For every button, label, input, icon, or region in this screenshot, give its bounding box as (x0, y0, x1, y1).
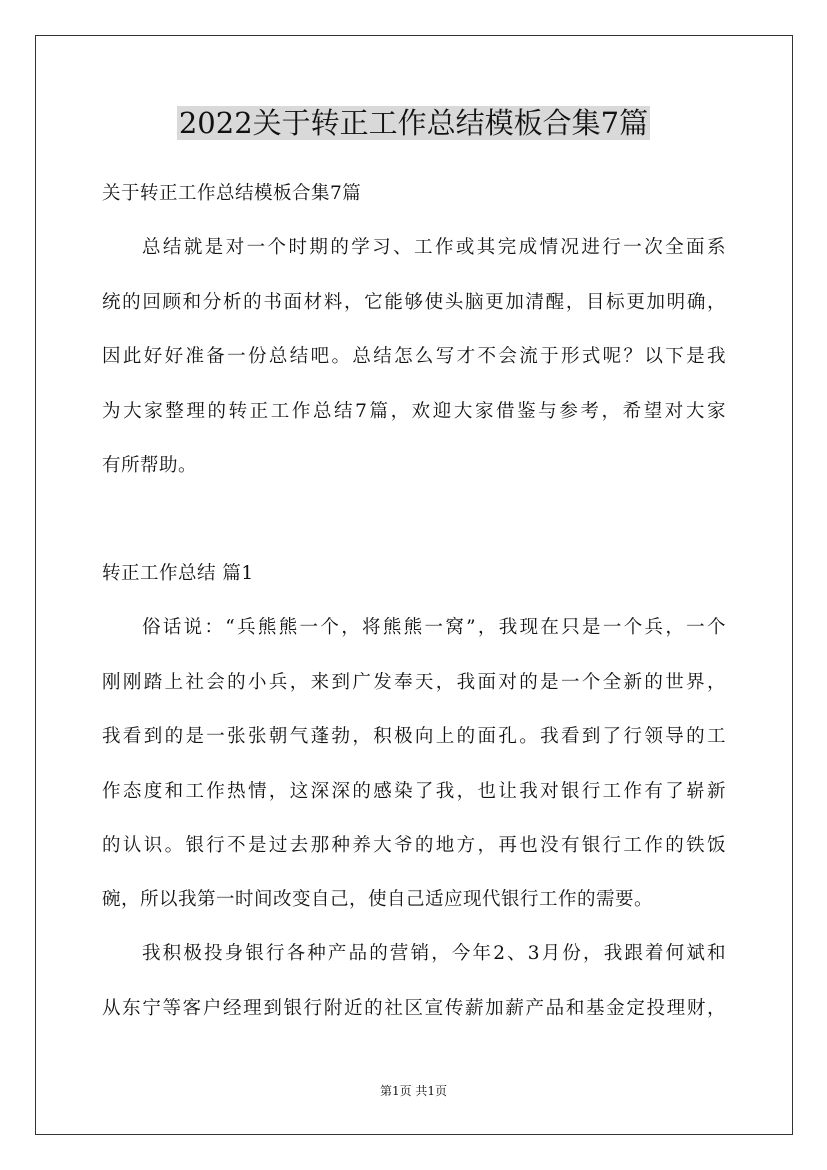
document-title-text: 2022关于转正工作总结模板合集7篇 (178, 106, 649, 140)
document-title (0, 102, 827, 144)
intro-line-1: 总结就是对一个时期的学习、工作或其完成情况进行一次全面系 (142, 237, 726, 258)
paragraph-line-3: 我看到的是一张张朝气蓬勃，积极向上的面孔。我看到了行领导的工 (102, 726, 726, 747)
intro-line-3: 因此好好准备一份总结吧。总结怎么写才不会流于形式呢？以下是我 (102, 346, 726, 367)
intro-line-2: 统的回顾和分析的书面材料，它能够使头脑更加清醒，目标更加明确， (102, 292, 726, 313)
paragraph-line-1: 俗话说：“兵熊熊一个，将熊熊一窝”，我现在只是一个兵，一个 (142, 617, 726, 638)
paragraph-line-6: 碗，所以我第一时间改变自己，使自己适应现代银行工作的需要。 (102, 889, 654, 910)
paragraph2-line-2: 从东宁等客户经理到银行附近的社区宣传薪加薪产品和基金定投理财， (102, 998, 726, 1019)
document-subtitle: 关于转正工作总结模板合集7篇 (102, 183, 362, 204)
paragraph-line-2: 刚刚踏上社会的小兵，来到广发奉天，我面对的是一个全新的世界， (102, 672, 726, 693)
paragraph-line-4: 作态度和工作热情，这深深的感染了我，也让我对银行工作有了崭新 (102, 781, 726, 802)
paragraph-line-5: 的认识。银行不是过去那种养大爷的地方，再也没有银行工作的铁饭 (102, 835, 726, 856)
intro-line-5: 有所帮助。 (102, 455, 198, 476)
page-footer: 第1页 共1页 (379, 1084, 448, 1098)
intro-line-4: 为大家整理的转正工作总结7篇，欢迎大家借鉴与参考，希望对大家 (102, 401, 726, 422)
paragraph2-line-1: 我积极投身银行各种产品的营销，今年2、3月份，我跟着何斌和 (142, 943, 726, 964)
section-heading: 转正工作总结 篇1 (102, 563, 254, 584)
